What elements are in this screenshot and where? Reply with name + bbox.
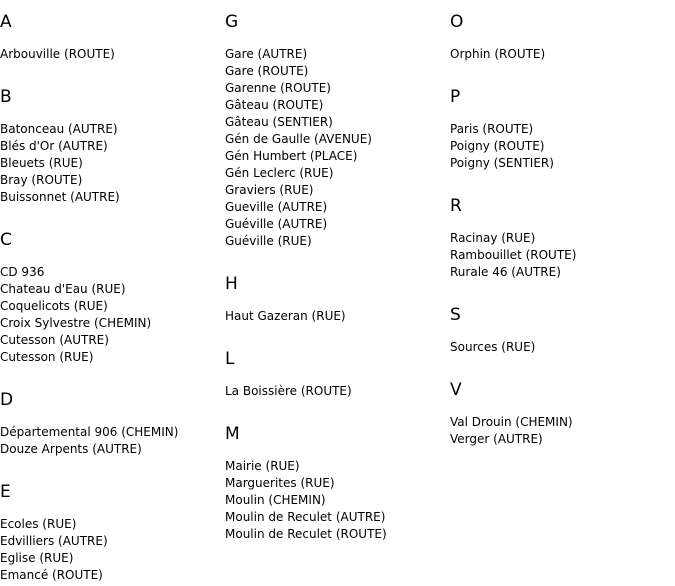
street-entry: Départemental 906 (CHEMIN) bbox=[0, 425, 179, 439]
letter-section bbox=[450, 305, 670, 356]
letter-section bbox=[225, 349, 445, 400]
letter-section bbox=[225, 274, 445, 325]
street-entry: Edvilliers (AUTRE) bbox=[0, 534, 108, 548]
section-letter-heading: H bbox=[225, 274, 238, 294]
street-entry: Gare (AUTRE) bbox=[225, 47, 308, 61]
street-list bbox=[450, 230, 670, 281]
street-entry: Gare (ROUTE) bbox=[225, 64, 309, 78]
section-letter-heading: B bbox=[0, 87, 12, 107]
street-entry: Guéville (RUE) bbox=[225, 234, 312, 248]
index-column-3 bbox=[450, 0, 670, 448]
letter-section bbox=[450, 380, 670, 448]
letter-section bbox=[0, 230, 220, 366]
street-entry: Poigny (SENTIER) bbox=[450, 156, 554, 170]
street-entry: Gâteau (SENTIER) bbox=[225, 115, 333, 129]
street-entry: Graviers (RUE) bbox=[225, 183, 314, 197]
street-entry: Gén de Gaulle (AVENUE) bbox=[225, 132, 372, 146]
street-list bbox=[225, 46, 445, 250]
street-entry: Rambouillet (ROUTE) bbox=[450, 248, 577, 262]
street-entry: Gâteau (ROUTE) bbox=[225, 98, 324, 112]
street-entry: Orphin (ROUTE) bbox=[450, 47, 546, 61]
street-entry: Paris (ROUTE) bbox=[450, 122, 534, 136]
section-letter-heading: O bbox=[450, 12, 464, 32]
street-entry: La Boissière (ROUTE) bbox=[225, 384, 352, 398]
letter-section bbox=[450, 12, 670, 63]
street-entry: Buissonnet (AUTRE) bbox=[0, 190, 120, 204]
street-entry: Sources (RUE) bbox=[450, 340, 536, 354]
section-letter-heading: M bbox=[225, 424, 240, 444]
street-list bbox=[225, 383, 445, 400]
letter-section bbox=[225, 424, 445, 543]
street-entry: Croix Sylvestre (CHEMIN) bbox=[0, 316, 152, 330]
street-entry: Batonceau (AUTRE) bbox=[0, 122, 118, 136]
street-list bbox=[225, 308, 445, 325]
street-entry: Gueville (AUTRE) bbox=[225, 200, 328, 214]
street-entry: Moulin de Reculet (AUTRE) bbox=[225, 510, 386, 524]
street-entry: Coquelicots (RUE) bbox=[0, 299, 108, 313]
street-entry: Ecoles (RUE) bbox=[0, 517, 77, 531]
letter-section bbox=[0, 482, 220, 584]
street-entry: Chateau d'Eau (RUE) bbox=[0, 282, 126, 296]
street-entry: Gén Humbert (PLACE) bbox=[225, 149, 358, 163]
section-letter-heading: P bbox=[450, 87, 461, 107]
street-entry: Emancé (ROUTE) bbox=[0, 568, 103, 582]
street-entry: Blés d'Or (AUTRE) bbox=[0, 139, 108, 153]
street-entry: CD 936 bbox=[0, 265, 45, 279]
street-entry: Moulin de Reculet (ROUTE) bbox=[225, 527, 387, 541]
street-entry: Douze Arpents (AUTRE) bbox=[0, 442, 142, 456]
street-entry: Cutesson (AUTRE) bbox=[0, 333, 109, 347]
street-entry: Moulin (CHEMIN) bbox=[225, 493, 326, 507]
section-letter-heading: R bbox=[450, 196, 462, 216]
letter-section bbox=[0, 87, 220, 206]
street-list bbox=[0, 516, 220, 584]
section-letter-heading: L bbox=[225, 349, 235, 369]
street-list bbox=[450, 339, 670, 356]
section-letter-heading: D bbox=[0, 390, 14, 410]
street-entry: Rurale 46 (AUTRE) bbox=[450, 265, 561, 279]
section-letter-heading: V bbox=[450, 380, 462, 400]
street-entry: Racinay (RUE) bbox=[450, 231, 536, 245]
street-entry: Garenne (ROUTE) bbox=[225, 81, 331, 95]
street-entry: Poigny (ROUTE) bbox=[450, 139, 545, 153]
street-list bbox=[450, 414, 670, 448]
letter-section bbox=[0, 390, 220, 458]
section-letter-heading: G bbox=[225, 12, 239, 32]
street-entry: Arbouville (ROUTE) bbox=[0, 47, 115, 61]
street-list bbox=[0, 264, 220, 366]
street-entry: Guéville (AUTRE) bbox=[225, 217, 328, 231]
street-entry: Haut Gazeran (RUE) bbox=[225, 309, 346, 323]
street-entry: Bray (ROUTE) bbox=[0, 173, 83, 187]
street-entry: Bleuets (RUE) bbox=[0, 156, 83, 170]
section-letter-heading: C bbox=[0, 230, 12, 250]
letter-section bbox=[0, 12, 220, 63]
street-entry: Marguerites (RUE) bbox=[225, 476, 335, 490]
street-list bbox=[0, 424, 220, 458]
section-letter-heading: E bbox=[0, 482, 11, 502]
letter-section bbox=[225, 12, 445, 250]
street-list bbox=[225, 458, 445, 543]
street-entry: Cutesson (RUE) bbox=[0, 350, 94, 364]
street-list bbox=[0, 46, 220, 63]
index-column-2 bbox=[225, 0, 445, 543]
letter-section bbox=[450, 196, 670, 281]
letter-section bbox=[450, 87, 670, 172]
street-entry: Val Drouin (CHEMIN) bbox=[450, 415, 573, 429]
street-list bbox=[450, 46, 670, 63]
street-list bbox=[450, 121, 670, 172]
street-list bbox=[0, 121, 220, 206]
street-entry: Mairie (RUE) bbox=[225, 459, 300, 473]
street-entry: Gén Leclerc (RUE) bbox=[225, 166, 334, 180]
section-letter-heading: S bbox=[450, 305, 461, 325]
street-entry: Verger (AUTRE) bbox=[450, 432, 543, 446]
section-letter-heading: A bbox=[0, 12, 12, 32]
index-column-1 bbox=[0, 0, 220, 584]
street-entry: Eglise (RUE) bbox=[0, 551, 74, 565]
